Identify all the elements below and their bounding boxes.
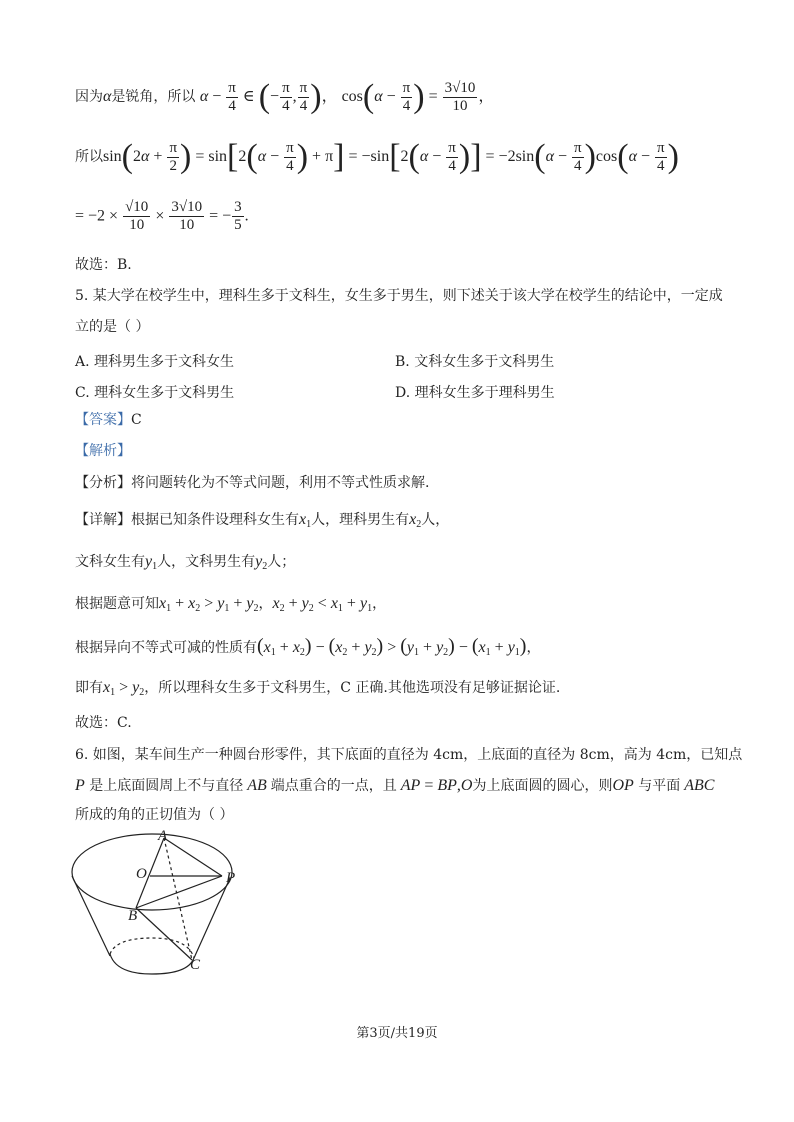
q5-option-d: D. 理科女生多于理科男生 [395, 385, 555, 401]
q6-stem-3: 所成的角的正切值为（ ） [75, 807, 234, 823]
answer-tag: 【答案】 [75, 412, 131, 428]
q5-xiangjie-3: 根据题意可知$x_1 + x_2 > y_1 + y_2$，$x_2 + y_2 < x_1 + y_1$， [75, 595, 387, 614]
label-o: O [136, 866, 147, 882]
label-b: B [128, 908, 138, 924]
q5-answer [75, 413, 142, 427]
line-ap [164, 838, 222, 876]
top-ellipse [72, 834, 232, 910]
frustum-figure [66, 826, 256, 982]
q5-xiangjie-2: 文科女生有$y_1$人，文科男生有$y_2$人； [75, 553, 296, 572]
label-a: A [158, 828, 168, 844]
label-c: C [190, 957, 201, 973]
left-generatrix [72, 876, 110, 956]
q5-stem-2: 立的是（ ） [75, 319, 150, 335]
q6-stem-2: P 是上底面圆周上不与直径 AB 端点重合的一点，且 AP = BP,O为上底面圆的圆心，则OP 与平面 ABC [75, 777, 715, 794]
line-bc [136, 908, 192, 960]
answer-value: C [131, 412, 142, 428]
label-p: P [226, 870, 236, 886]
q5-option-b: B. 文科女生多于文科男生 [395, 354, 555, 370]
q6-stem-1: 6. 如图，某车间生产一种圆台形零件，其下底面的直径为 4cm，上底面的直径为 8cm，高为 4cm，已知点 [75, 747, 743, 763]
q5-conclusion: 故选：C. [75, 715, 132, 731]
q5-xiangjie-4: 根据异向不等式可减的性质有$(x_1 + x_2) - (x_2 + y_2) > (y_1 + y_2) - (x_1 + y_1)$， [75, 635, 541, 658]
q4-line-2: 所以sin(2α + $\frac{\pi}{2}$ ) = sin[2(α − $\frac{\pi}{4}$ ) + π] = −sin[2(α − $\frac{\pi}{4}$ )] = −2sin(α − $\frac{\pi}{4}$ )cos(α − $\frac{\pi}{4}$ ) [75, 138, 679, 175]
q5-analysis-tag: 【解析】 [75, 443, 131, 459]
q5-xiangjie-1: 【详解】根据已知条件设理科女生有$x_1$人，理科男生有$x_2$人， [75, 511, 450, 530]
q5-stem-1: 5. 某大学在校学生中，理科生多于文科生，女生多于男生，则下述关于该大学在校学生的结论中，一定成 [75, 288, 723, 304]
bottom-front-arc [110, 954, 194, 974]
right-generatrix [194, 878, 230, 958]
bottom-back-arc [110, 938, 194, 958]
page-footer: 第3页/共19页 [356, 1026, 438, 1041]
q5-option-c: C. 理科女生多于文科男生 [75, 385, 235, 401]
q5-xiangjie-5: 即有$x_1 > y_2$，所以理科女生多于文科男生，C 正确.其他选项没有足够证据论证. [75, 679, 561, 698]
q4-conclusion: 故选：B. [75, 257, 132, 273]
q5-fenxi: 【分析】将问题转化为不等式问题，利用不等式性质求解. [75, 475, 430, 491]
q4-line-3: = −2 × $\frac{√10}{10}$ × $\frac{3√10}{10}$ = − $\frac{3}{5}$ . [75, 199, 249, 233]
q4-line-1: 因为α是锐角，所以 α − $\frac{\pi}{4}$ ∈ (− $\frac{\pi}{4}$ , $\frac{\pi}{4}$ )， cos(α − $\frac{\pi}{4}$ ) = $\frac{3√10}{10}$ ， [75, 78, 495, 115]
q5-option-a: A. 理科男生多于文科女生 [75, 354, 235, 370]
